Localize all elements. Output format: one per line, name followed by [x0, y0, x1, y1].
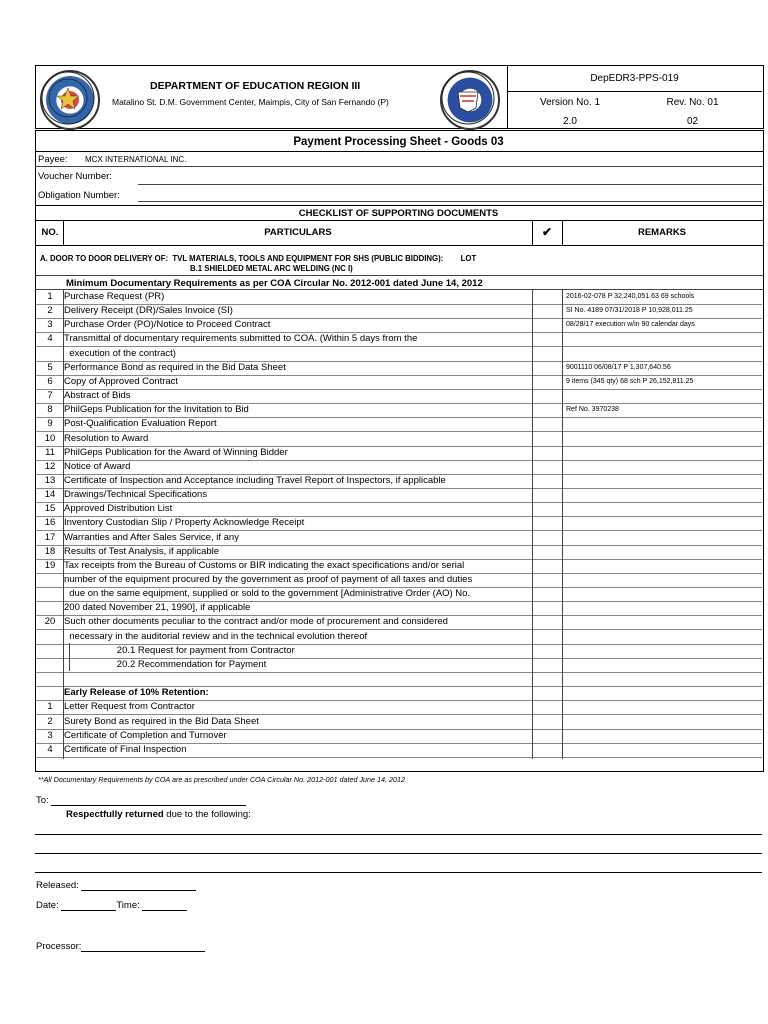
row-particulars: Abstract of Bids [64, 390, 131, 402]
row-number: 11 [45, 446, 55, 458]
row-particulars: number of the equipment procured by the government as proof of payment of all taxes and duties [64, 574, 473, 585]
version-label: Version No. 1 [539, 97, 601, 108]
row-checkbox[interactable] [533, 474, 562, 487]
row-checkbox[interactable] [533, 587, 562, 600]
row-checkbox[interactable] [533, 531, 562, 544]
row-particulars: 200 dated November 21, 1990], if applicable [64, 602, 251, 614]
row-checkbox[interactable] [533, 290, 562, 303]
table-row [36, 545, 762, 560]
table-row [36, 573, 762, 588]
row-checkbox[interactable] [533, 729, 562, 742]
row-particulars: Copy of Approved Contract [64, 375, 179, 387]
section-a-line1: A. DOOR TO DOOR DELIVERY OF: TVL MATERIALS, TOOLS AND EQUIPMENT FOR SHS (PUBLIC BIDDING): LOT [40, 254, 477, 263]
row-number: 2 [47, 715, 53, 727]
row-checkbox[interactable] [533, 446, 562, 459]
row-particulars: Performance Bond as required in the Bid Data Sheet [64, 361, 286, 373]
row-particulars: Approved Distribution List [64, 503, 173, 515]
deped-seal-right [440, 70, 500, 130]
released-line [36, 880, 196, 891]
col-check: ✔ [541, 225, 553, 239]
row-checkbox[interactable] [533, 516, 562, 529]
row-number: 16 [44, 517, 56, 529]
row-particulars: due on the same equipment, supplied or sold to the government [Administrative Order (AO) No. [64, 588, 471, 600]
row-particulars: necessary in the auditorial review and in the technical evolution thereof [64, 630, 368, 642]
row-number: 3 [47, 729, 53, 741]
voucher-label: Voucher Number: [38, 171, 112, 182]
row-remarks: Ref No. 3970238 [566, 406, 619, 414]
table-row [36, 516, 762, 531]
row-checkbox[interactable] [533, 601, 562, 614]
rev-label: Rev. No. 01 [666, 97, 719, 108]
table-row [36, 658, 762, 673]
released-label: Released: [36, 880, 79, 891]
row-particulars: Certificate of Inspection and Acceptance including Travel Report of Inspectors, if applicable [64, 474, 446, 486]
department-address: Matalino St. D.M. Government Center, Maimpis, City of San Fernando (P) [112, 97, 389, 107]
returned-rest: due to the following: [163, 809, 251, 820]
version-value: 2.0 [563, 116, 577, 127]
row-number: 1 [47, 291, 53, 302]
row-number: 3 [47, 319, 53, 331]
row-remarks: 9001110 06/08/17 P 1,307,640.56 [566, 363, 671, 371]
row-number: 5 [47, 361, 53, 373]
col-no: NO. [41, 227, 59, 238]
checklist-title: CHECKLIST OF SUPPORTING DOCUMENTS [298, 208, 499, 219]
row-checkbox[interactable] [533, 658, 562, 671]
row-checkbox[interactable] [533, 715, 562, 728]
row-number: 19 [44, 559, 56, 571]
row-checkbox[interactable] [533, 432, 562, 445]
row-particulars: 20.2 Recommendation for Payment [64, 658, 267, 670]
row-particulars: Inventory Custodian Slip / Property Acknowledge Receipt [64, 517, 305, 529]
row-checkbox[interactable] [533, 318, 562, 331]
to-label: To: [36, 795, 49, 806]
row-particulars: PhilGeps Publication for the Award of Winning Bidder [64, 446, 288, 458]
row-particulars: PhilGeps Publication for the Invitation to Bid [64, 404, 249, 416]
department-name: DEPARTMENT OF EDUCATION REGION III [150, 80, 361, 92]
row-checkbox[interactable] [533, 361, 562, 374]
table-row [36, 743, 762, 758]
processor-input[interactable] [81, 941, 205, 952]
table-row [36, 389, 762, 404]
table-row [36, 686, 762, 701]
row-number: 17 [44, 531, 56, 543]
processor-line [36, 941, 205, 952]
row-checkbox[interactable] [533, 502, 562, 515]
row-number: 14 [44, 489, 56, 501]
row-checkbox[interactable] [533, 460, 562, 473]
row-checkbox[interactable] [533, 743, 562, 756]
payee-value: MCX INTERNATIONAL INC. [85, 155, 187, 164]
row-remarks: 2016-02-078 P 32,240,051.63 69 schools [566, 293, 695, 300]
table-row [36, 630, 762, 645]
table-row [36, 601, 762, 616]
row-number: 20 [44, 616, 56, 628]
time-input[interactable] [142, 900, 187, 911]
row-checkbox[interactable] [533, 686, 562, 699]
row-particulars: execution of the contract) [64, 347, 176, 359]
row-checkbox[interactable] [533, 332, 562, 345]
table-row [36, 361, 762, 376]
table-row [36, 615, 762, 630]
col-particulars: PARTICULARS [264, 227, 332, 238]
returned-bold: Respectfully returned [66, 809, 164, 820]
row-particulars: Such other documents peculiar to the contract and/or mode of procurement and considered [64, 616, 448, 628]
reason-line-2[interactable] [35, 853, 762, 854]
doc-code: DepEDR3-PPS-019 [590, 73, 679, 84]
to-input[interactable] [51, 795, 246, 806]
returned-line [66, 809, 251, 820]
deped-seal-left [40, 70, 100, 130]
to-line [36, 795, 246, 806]
row-checkbox[interactable] [533, 700, 562, 713]
row-particulars: Letter Request from Contractor [64, 701, 195, 713]
table-row [36, 290, 762, 305]
released-input[interactable] [81, 880, 196, 891]
table-row [36, 502, 762, 517]
table-row [36, 644, 762, 659]
row-checkbox[interactable] [533, 403, 562, 416]
date-time-line [36, 900, 187, 911]
row-particulars: 20.1 Request for payment from Contractor [64, 644, 295, 656]
row-particulars: Certificate of Final Inspection [64, 743, 187, 755]
reason-line-1[interactable] [35, 834, 762, 835]
row-checkbox[interactable] [533, 644, 562, 657]
table-row [36, 347, 762, 362]
table-row [36, 488, 762, 503]
row-particulars: Early Release of 10% Retention: [64, 687, 209, 699]
table-row [36, 332, 762, 347]
row-particulars: Certificate of Completion and Turnover [64, 729, 227, 741]
time-label: Time: [116, 900, 140, 911]
table-row [36, 446, 762, 461]
minimum-requirements: Minimum Documentary Requirements as per COA Circular No. 2012-001 dated June 14, 2012 [66, 278, 483, 289]
footnote: **All Documentary Requirements by COA are as prescribed under COA Circular No. 2012-001 dated June 14, 2012 [38, 775, 406, 784]
reason-line-3[interactable] [35, 872, 762, 873]
row-checkbox[interactable] [533, 672, 562, 685]
row-number: 13 [44, 474, 56, 486]
table-row [36, 531, 762, 546]
row-particulars: Results of Test Analysis, if applicable [64, 545, 220, 557]
row-particulars: Resolution to Award [64, 432, 149, 444]
table-row [36, 587, 762, 602]
row-particulars: Warranties and After Sales Service, if any [64, 531, 239, 543]
table-row [36, 417, 762, 432]
row-particulars: Purchase Order (PO)/Notice to Proceed Contract [64, 319, 271, 331]
table-row [36, 474, 762, 489]
table-row [36, 318, 762, 333]
row-number: 8 [47, 404, 53, 416]
row-particulars: Surety Bond as required in the Bid Data Sheet [64, 715, 259, 727]
row-particulars: Transmittal of documentary requirements submitted to COA. (Within 5 days from the [64, 333, 418, 345]
row-checkbox[interactable] [533, 488, 562, 501]
table-row [36, 715, 762, 730]
row-particulars: Drawings/Technical Specifications [64, 489, 208, 501]
row-checkbox[interactable] [533, 304, 562, 317]
date-input[interactable] [61, 900, 116, 911]
row-checkbox[interactable] [533, 389, 562, 402]
row-checkbox[interactable] [533, 545, 562, 558]
table-row [36, 403, 762, 418]
row-particulars: Delivery Receipt (DR)/Sales Invoice (SI) [64, 305, 233, 317]
section-a-line2: B.1 SHIELDED METAL ARC WELDING (NC I) [190, 264, 353, 273]
row-particulars: Tax receipts from the Bureau of Customs or BIR indicating the exact specifications and/or serial [64, 559, 465, 571]
row-checkbox[interactable] [533, 417, 562, 430]
row-particulars: Notice of Award [64, 460, 131, 472]
row-remarks: 9 items (345 qty) 68 sch P 26,152,811.25 [566, 377, 694, 385]
table-row [36, 304, 762, 319]
row-number: 18 [44, 545, 56, 557]
row-checkbox[interactable] [533, 630, 562, 643]
row-number: 2 [47, 305, 53, 317]
row-remarks: 08/28/17 execution w/in 90 calendar days [566, 321, 695, 329]
row-number: 9 [47, 418, 53, 430]
row-remarks: SI No. 4189 07/31/2018 P 10,928,011.25 [566, 307, 693, 315]
payee-label: Payee: [38, 154, 68, 165]
col-remarks: REMARKS [637, 227, 687, 238]
obligation-label: Obligation Number: [38, 190, 120, 201]
table-row [36, 729, 762, 744]
row-number: 6 [47, 375, 53, 387]
row-number: 10 [44, 432, 56, 444]
table-row [36, 672, 762, 687]
table-row [36, 375, 762, 390]
table-row [36, 460, 762, 475]
row-checkbox[interactable] [533, 347, 562, 360]
row-number: 15 [44, 503, 56, 515]
row-particulars: Purchase Request (PR) [64, 291, 165, 302]
row-number: 1 [47, 701, 53, 713]
row-checkbox[interactable] [533, 375, 562, 388]
table-row [36, 559, 762, 574]
processor-label: Processor: [36, 941, 82, 952]
row-number: 7 [47, 390, 53, 402]
row-checkbox[interactable] [533, 559, 562, 572]
table-row [36, 432, 762, 447]
date-label: Date: [36, 900, 59, 911]
table-row [36, 700, 762, 715]
row-number: 4 [47, 743, 53, 755]
rev-value: 02 [686, 116, 699, 127]
row-checkbox[interactable] [533, 615, 562, 628]
row-number: 4 [47, 333, 53, 345]
sheet-title: Payment Processing Sheet - Goods 03 [293, 136, 504, 148]
row-number: 12 [44, 460, 56, 472]
row-checkbox[interactable] [533, 573, 562, 586]
row-particulars: Post-Qualification Evaluation Report [64, 418, 217, 430]
